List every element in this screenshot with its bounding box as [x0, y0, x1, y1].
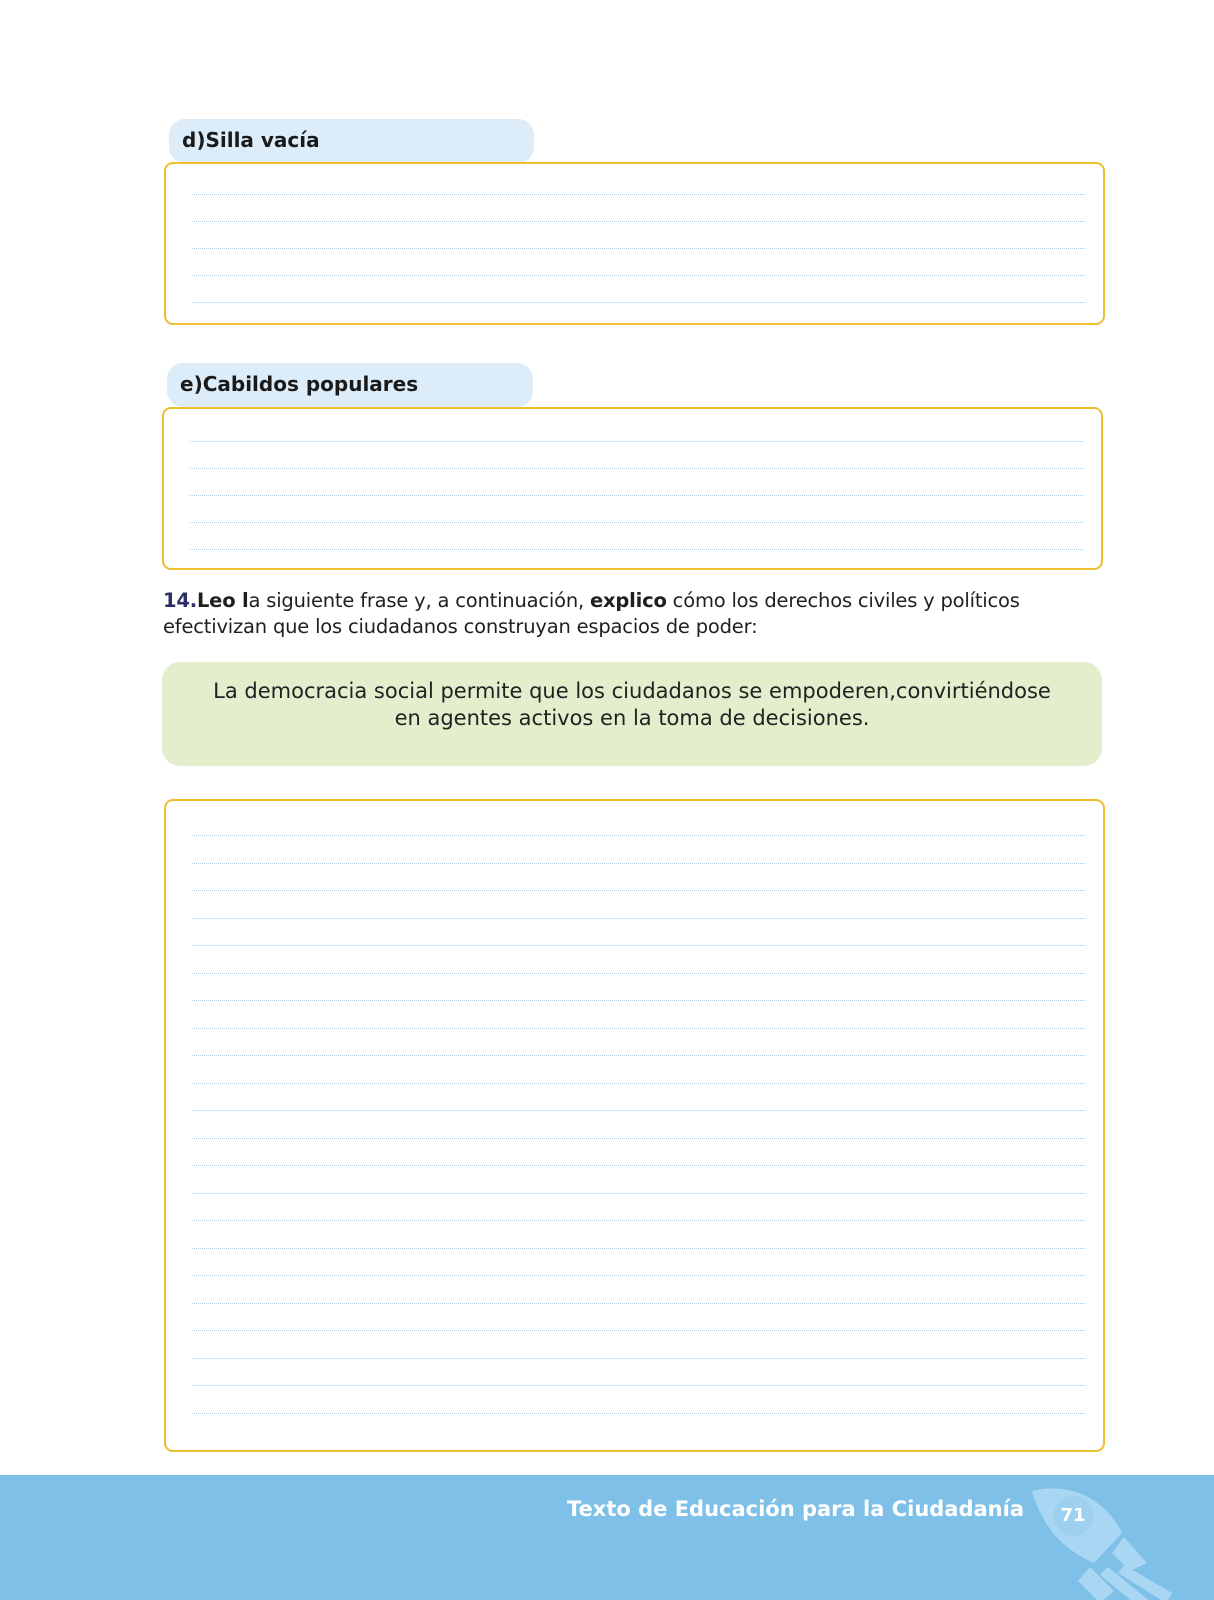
instruction-text: cómo los derechos civiles y políticos efectivizan que los ciudadanos construyan espacios de poder: — [163, 589, 1020, 638]
writing-line — [192, 863, 1085, 864]
writing-line — [192, 1138, 1085, 1139]
writing-line — [192, 890, 1085, 891]
writing-line — [192, 1275, 1085, 1276]
writing-line — [192, 973, 1085, 974]
writing-line — [192, 1165, 1085, 1166]
page-number: 71 — [1053, 1496, 1093, 1536]
quote-box — [162, 662, 1102, 766]
writing-line — [192, 248, 1085, 249]
instruction-verb-explico: explico — [590, 589, 667, 612]
writing-line — [192, 1028, 1085, 1029]
section-d-label: d)Silla vacía — [169, 119, 534, 163]
writing-line — [192, 835, 1085, 836]
instruction-text: a siguiente frase y, a continuación, — [248, 589, 590, 612]
answer-box-d[interactable] — [164, 162, 1105, 325]
writing-line — [192, 918, 1085, 919]
question-number: 14. — [163, 589, 197, 612]
instruction-verb-leo: Leo l — [196, 589, 249, 612]
writing-line — [192, 945, 1085, 946]
writing-line — [192, 1248, 1085, 1249]
writing-line — [192, 275, 1085, 276]
writing-line — [192, 1110, 1085, 1111]
writing-line — [190, 549, 1083, 550]
quote-text: La democracia social permite que los ciudadanos se empoderen,convirtiéndose en agentes activos en la toma de decisiones. — [213, 679, 1051, 730]
writing-line — [192, 1055, 1085, 1056]
writing-line — [192, 1358, 1085, 1359]
writing-line — [192, 1000, 1085, 1001]
writing-line — [192, 194, 1085, 195]
answer-box-e[interactable] — [162, 407, 1103, 570]
writing-line — [192, 1193, 1085, 1194]
writing-line — [192, 1303, 1085, 1304]
writing-line — [192, 1385, 1085, 1386]
footer-title: Texto de Educación para la Ciudadanía — [567, 1497, 1024, 1521]
writing-line — [192, 1330, 1085, 1331]
rocket-icon — [1012, 1475, 1182, 1600]
writing-line — [192, 1413, 1085, 1414]
writing-line — [192, 221, 1085, 222]
writing-line — [190, 495, 1083, 496]
section-e-label: e)Cabildos populares — [167, 363, 533, 407]
answer-box-14[interactable] — [164, 799, 1105, 1452]
writing-line — [192, 1083, 1085, 1084]
writing-line — [190, 522, 1083, 523]
writing-line — [190, 441, 1083, 442]
writing-line — [192, 1220, 1085, 1221]
page-footer — [0, 1475, 1214, 1600]
question-14-instruction — [163, 588, 1103, 640]
writing-line — [192, 302, 1085, 303]
writing-line — [190, 468, 1083, 469]
